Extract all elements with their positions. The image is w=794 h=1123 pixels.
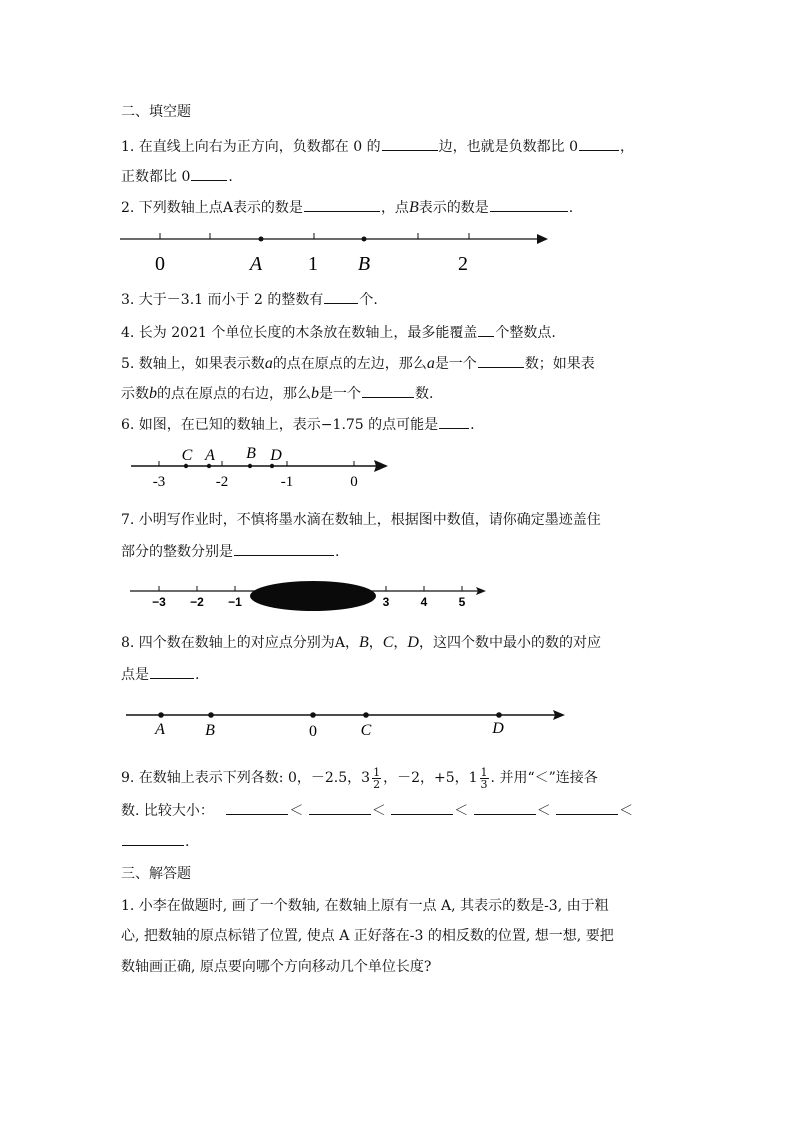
- q6-label-c: C: [181, 447, 193, 464]
- q6-text-a: 6. 如图，在已知的数轴上，表示−1.75 的点可能是: [121, 417, 439, 433]
- q6-tick-label-neg2: -2: [215, 474, 229, 490]
- q1-text-d: 正数都比 0: [121, 169, 191, 185]
- q7-tick-label-5: 5: [458, 595, 466, 609]
- q9-text-a: 9. 在数轴上表示下列各数: 0，－2.5，: [121, 770, 362, 786]
- s3-question-1-line-2: 心, 把数轴的原点标错了位置, 使点 A 正好落在-3 的相反数的位置, 想一想, 要把: [121, 928, 614, 944]
- s3-question-1-line-1: 1. 小李在做题时, 画了一个数轴, 在数轴上原有一点 A, 其表示的数是-3, 由于粗: [121, 898, 609, 914]
- q3-text-b: 个.: [359, 292, 378, 308]
- q9-blank-3[interactable]: [391, 800, 453, 815]
- q8-label-d: D: [492, 720, 504, 737]
- q8-text-e: ，这四个数中最小的数的对应: [418, 635, 601, 651]
- q5-text-b: 的点在原点的左边，那么: [272, 356, 427, 372]
- q8-label-0: 0: [309, 723, 317, 740]
- q7-tick-label-neg1: −1: [228, 595, 242, 609]
- q5-var-b-2: b: [311, 385, 319, 402]
- q8-point-b-dot: [208, 712, 214, 718]
- s3-question-1-line-3: 数轴画正确, 原点要向哪个方向移动几个单位长度?: [121, 959, 432, 975]
- q3-text-a: 3. 大于－3.1 而小于 2 的整数有: [121, 292, 324, 308]
- q2-text-a: 2. 下列数轴上点: [121, 200, 223, 216]
- q1-text-a: 1. 在直线上向右为正方向，负数都在 0 的: [121, 139, 381, 155]
- q8-text-c: ，: [368, 635, 383, 651]
- q6-tick-label-neg3: -3: [152, 474, 166, 490]
- q9-blank-1[interactable]: [226, 800, 288, 815]
- q8-label-a: A: [155, 721, 165, 738]
- q8-point-c-dot: [363, 712, 369, 718]
- q9-lt-1: ＜: [289, 803, 304, 819]
- question-9-line-1: [121, 764, 598, 792]
- q9-text-c: . 并用“＜”连接各: [490, 770, 598, 786]
- q5-text-a: 5. 数轴上，如果表示数: [121, 356, 265, 372]
- q6-label-a: A: [205, 447, 215, 464]
- question-7-line-1: 7. 小明写作业时，不慎将墨水滴在数轴上，根据图中数值，请你确定墨迹盖住: [121, 512, 601, 528]
- q5-text-e: 示数: [121, 386, 149, 402]
- q2-label-b: B: [357, 253, 371, 275]
- question-9-line-3: [121, 831, 189, 852]
- q9-fraction-2-num: 1: [480, 765, 488, 779]
- q5-text-f: 的点在原点的右边，那么: [157, 386, 311, 402]
- q2-label-a: A: [249, 253, 263, 275]
- q8-point-a: A: [334, 635, 345, 651]
- q9-lt-4: ＜: [536, 803, 551, 819]
- q9-text-b: ，－2，+5，: [383, 770, 469, 786]
- q5-var-a-2: a: [426, 355, 435, 372]
- q9-fraction-1: [372, 767, 381, 790]
- q2-text-c: ，点: [380, 200, 409, 216]
- q2-point-b: B: [408, 199, 419, 216]
- q9-end: .: [185, 834, 190, 850]
- q2-point-a: A: [222, 200, 233, 216]
- q9-mixed-1-whole: 3: [361, 770, 371, 786]
- q6-tick-label-0: 0: [350, 474, 358, 490]
- q9-fraction-1-num: 1: [373, 765, 381, 779]
- q8-text-b: ，: [344, 635, 359, 651]
- q8-label-b: B: [205, 722, 215, 739]
- q4-text-a: 4. 长为 2021 个单位长度的木条放在数轴上，最多能覆盖: [121, 325, 478, 341]
- q5-var-a: a: [264, 355, 273, 372]
- question-9-line-2: [121, 800, 633, 821]
- q2-label-1: 1: [308, 253, 318, 275]
- q9-lt-2: ＜: [371, 803, 386, 819]
- q9-blank-4[interactable]: [474, 800, 536, 815]
- q8-text-g: .: [195, 667, 200, 683]
- q7-tick-label-4: 4: [420, 595, 428, 609]
- q7-text-c: .: [335, 544, 340, 560]
- q9-lt-3: ＜: [454, 803, 469, 819]
- q8-point-a-dot: [158, 712, 164, 718]
- q2-label-2: 2: [458, 253, 468, 275]
- q8-label-c: C: [360, 722, 372, 739]
- q7-tick-label-neg3: −3: [152, 595, 166, 609]
- q1-text-b: 边，也就是负数都比 0: [438, 139, 578, 155]
- q9-mixed-2-whole: 1: [468, 770, 478, 786]
- q2-text-b: 表示的数是: [232, 200, 303, 216]
- q8-point-c: C: [382, 634, 394, 651]
- q6-text-b: .: [470, 417, 475, 433]
- q8-text-f: 点是: [121, 667, 149, 683]
- q9-fraction-2-den: 3: [480, 777, 488, 791]
- q9-blank-2[interactable]: [309, 800, 371, 815]
- q6-tick-label-neg1: -1: [280, 474, 294, 490]
- q4-text-b: 个整数点.: [495, 325, 556, 341]
- q5-var-b: b: [149, 385, 157, 402]
- q1-text-c: ，: [619, 139, 634, 155]
- q8-text-d: ，: [393, 635, 408, 651]
- q8-point-b: B: [358, 634, 369, 651]
- q9-fraction-2: [480, 767, 489, 790]
- q5-text-g: 是一个: [319, 386, 361, 402]
- q6-label-d: D: [270, 447, 282, 464]
- section-title-fill-in: 二、填空题: [121, 104, 191, 120]
- q9-text-d: 数. 比较大小：: [121, 803, 214, 819]
- q2-text-d: 表示的数是: [418, 200, 489, 216]
- q9-blank-6[interactable]: [122, 831, 184, 846]
- q1-text-e: .: [228, 169, 233, 185]
- q5-text-d: 数；如果表: [524, 356, 595, 372]
- section-title-answer: 三、解答题: [121, 866, 191, 882]
- q7-tick-label-neg2: −2: [190, 595, 204, 609]
- q2-label-0: 0: [155, 253, 165, 275]
- q9-blank-5[interactable]: [556, 800, 618, 815]
- q7-tick-label-3: 3: [382, 595, 390, 609]
- q9-lt-5: ＜: [619, 803, 634, 819]
- q5-text-c: 是一个: [434, 356, 477, 372]
- q2-text-e: .: [568, 200, 574, 216]
- q6-label-b: B: [246, 445, 256, 462]
- q8-origin-dot: [310, 712, 316, 718]
- q5-text-h: 数.: [415, 386, 434, 402]
- q9-fraction-1-den: 2: [373, 777, 381, 791]
- q8-point-d-dot: [496, 712, 502, 718]
- q7-text-b: 部分的整数分别是: [121, 544, 233, 560]
- q8-text-a: 8. 四个数在数轴上的对应点分别为: [121, 635, 335, 651]
- q8-point-d: D: [407, 634, 419, 651]
